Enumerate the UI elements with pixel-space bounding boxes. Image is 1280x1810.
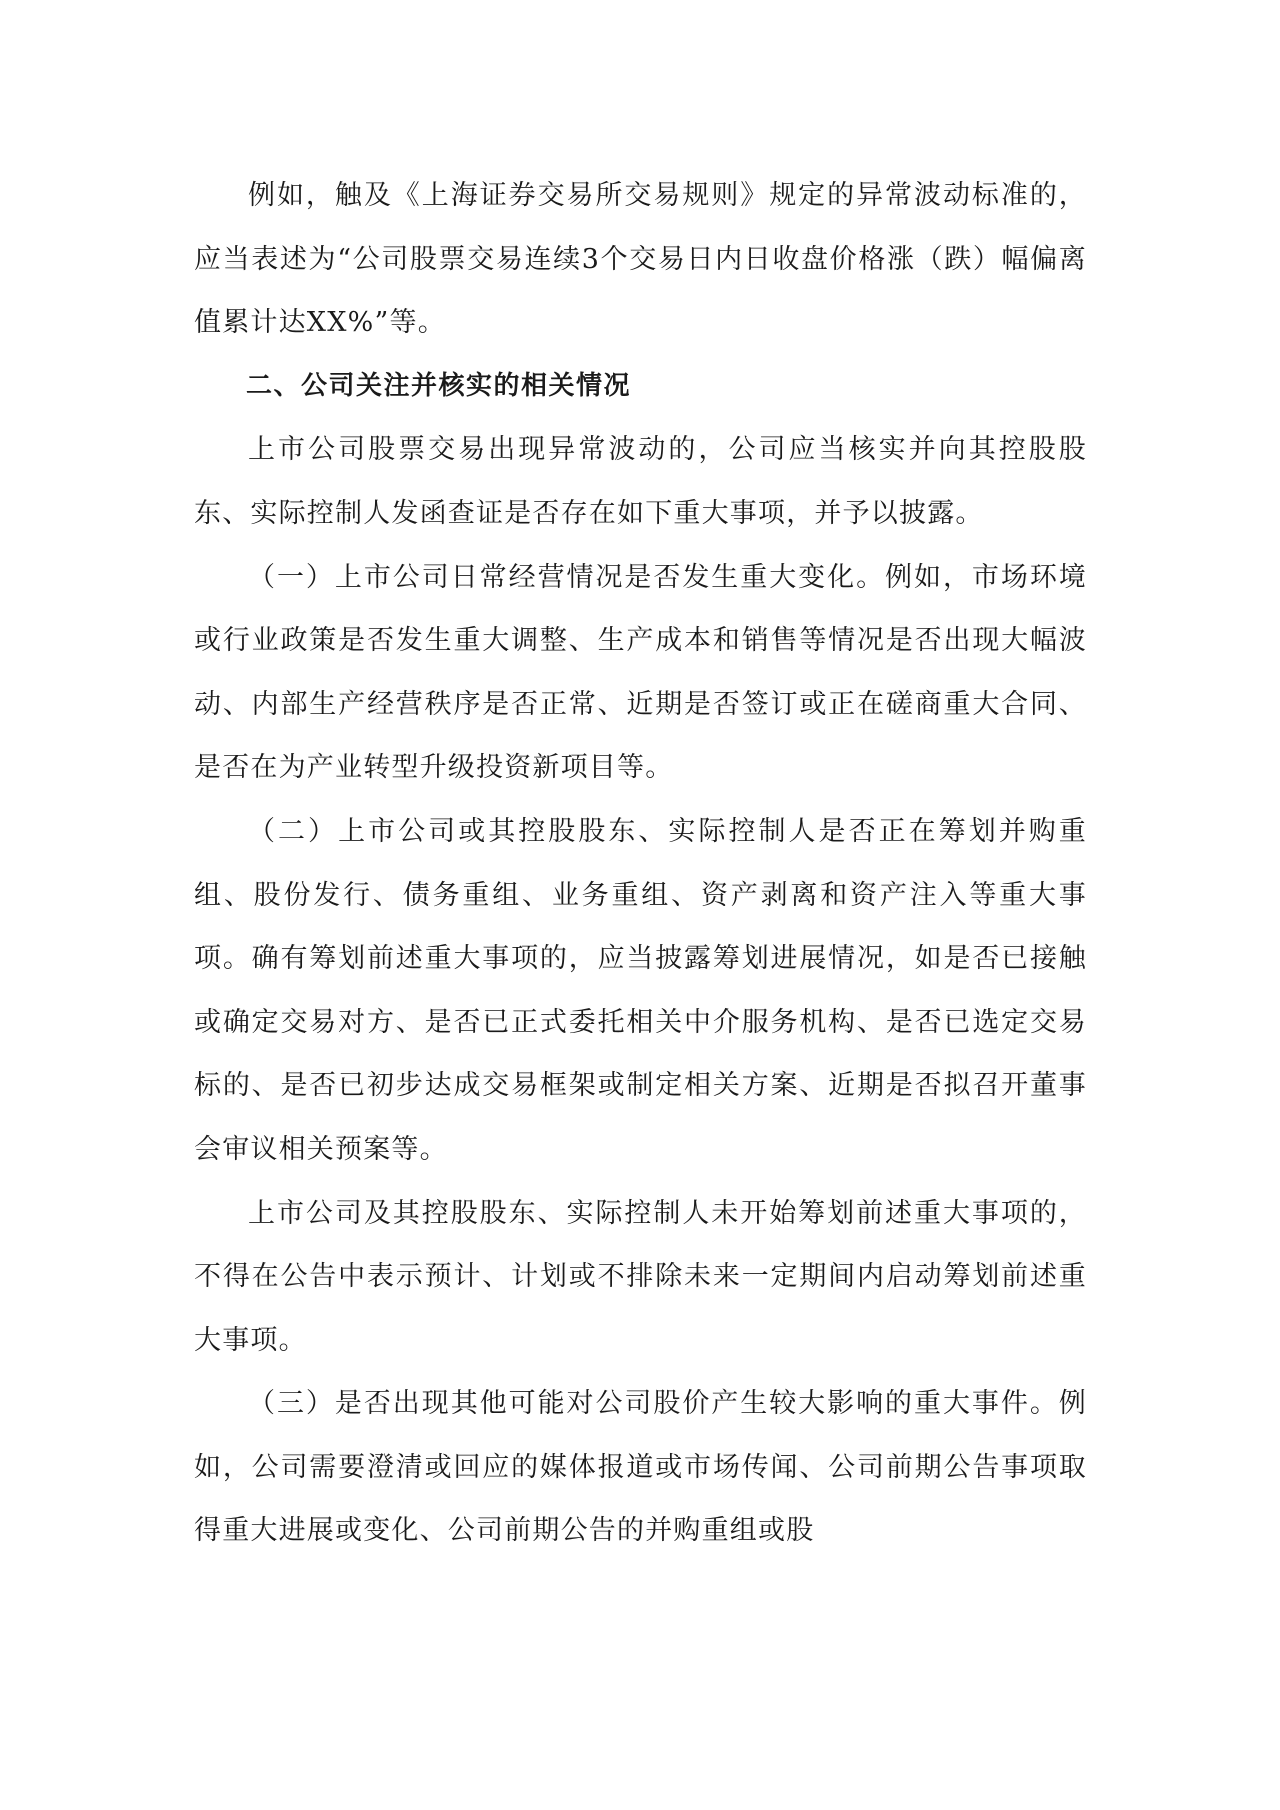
- document-body: [194, 164, 1087, 1563]
- paragraph-item-three-other-events: （三）是否出现其他可能对公司股价产生较大影响的重大事件。例如，公司需要澄清或回应的媒体报道或市场传闻、公司前期公告事项取得重大进展或变化、公司前期公告的并购重组或股: [194, 1388, 1087, 1547]
- section-heading-company-verification: 二、公司关注并核实的相关情况: [246, 370, 632, 401]
- paragraph-item-one-operations: （一）上市公司日常经营情况是否发生重大变化。例如，市场环境或行业政策是否发生重大调整、生产成本和销售等情况是否出现大幅波动、内部生产经营秩序是否正常、近期是否签订或正在磋商重大合同、是否在为产业转型升级投资新项目等。: [194, 561, 1087, 784]
- paragraph-example-abnormal-fluctuation: 例如，触及《上海证券交易所交易规则》规定的异常波动标准的，应当表述为“公司股票交易连续3个交易日内日收盘价格涨（跌）幅偏离值累计达XX%”等。: [194, 180, 1087, 339]
- paragraph-no-planning-restriction: 上市公司及其控股股东、实际控制人未开始筹划前述重大事项的，不得在公告中表示预计、计划或不排除未来一定期间内启动筹划前述重大事项。: [194, 1197, 1087, 1356]
- paragraph-verification-requirement: 上市公司股票交易出现异常波动的，公司应当核实并向其控股股东、实际控制人发函查证是否存在如下重大事项，并予以披露。: [194, 434, 1087, 529]
- paragraph-item-two-major-matters: （二）上市公司或其控股股东、实际控制人是否正在筹划并购重组、股份发行、债务重组、业务重组、资产剥离和资产注入等重大事项。确有筹划前述重大事项的，应当披露筹划进展情况，如是否已接触或确定交易对方、是否已正式委托相关中介服务机构、是否已选定交易标的、是否已初步达成交易框架或制定相关方案、近期是否拟召开董事会审议相关预案等。: [194, 815, 1087, 1165]
